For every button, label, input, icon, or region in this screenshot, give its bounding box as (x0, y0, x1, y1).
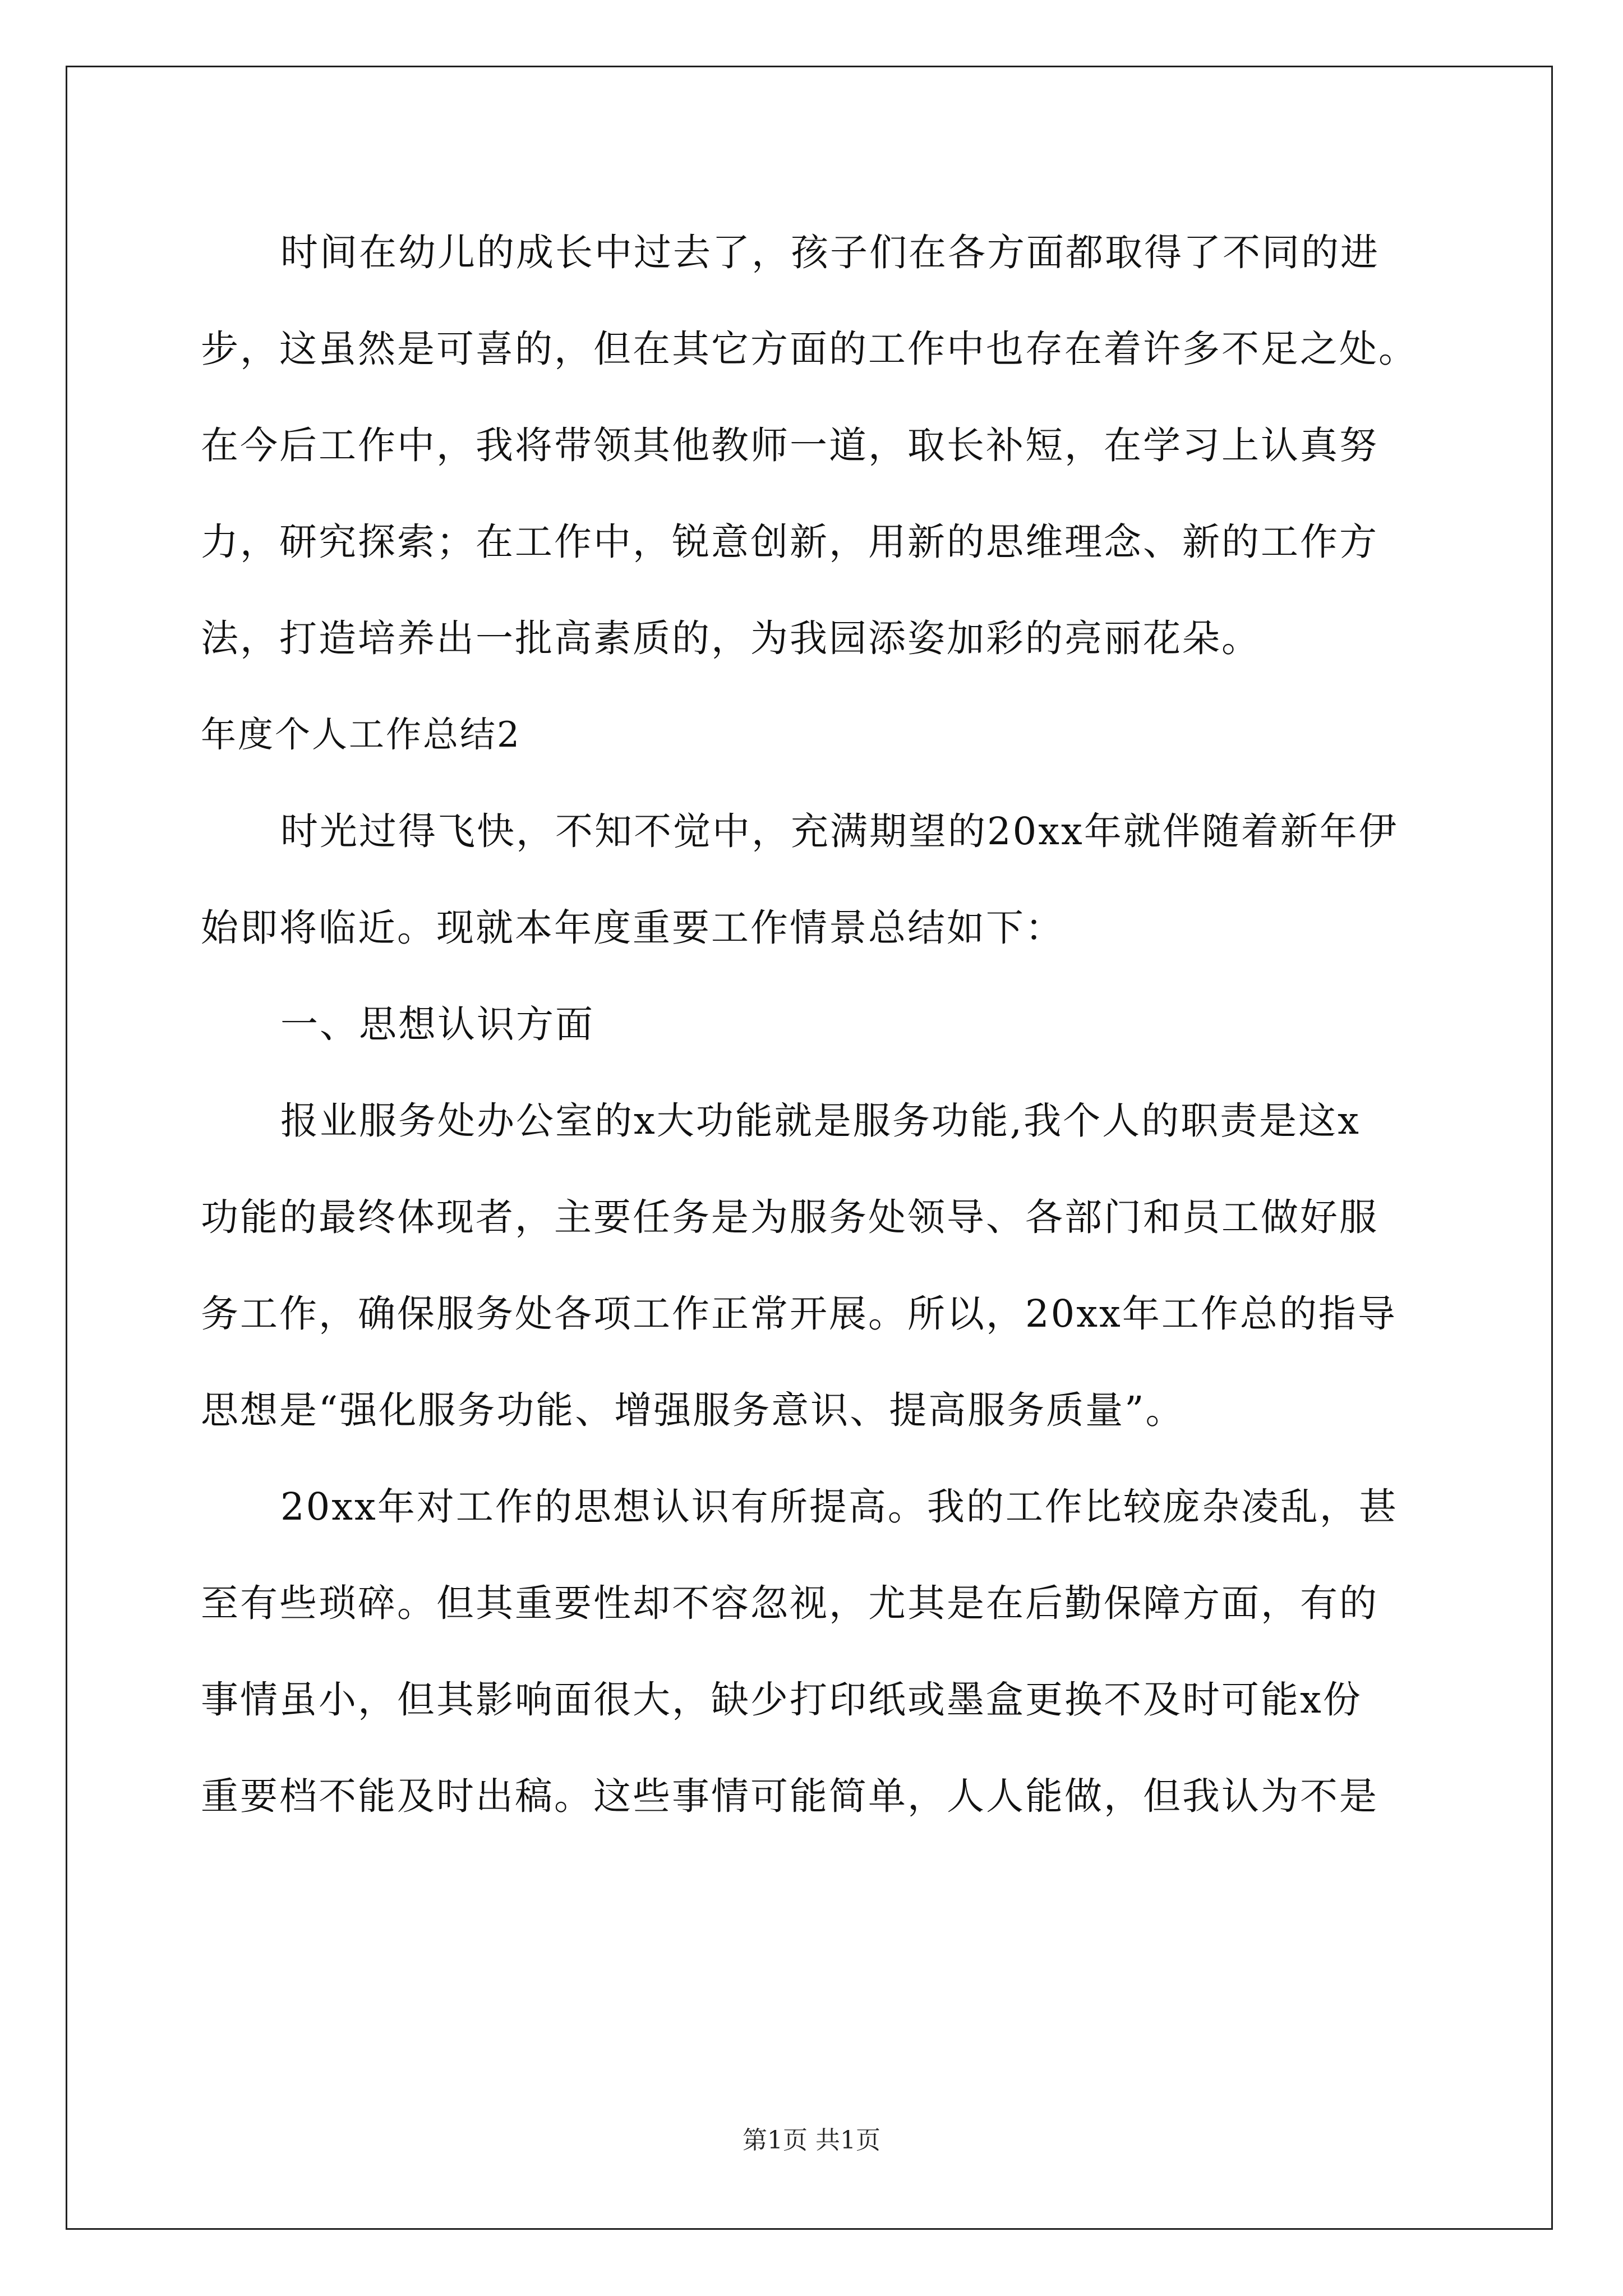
document-body (201, 219, 1435, 1859)
paragraph-line: 至有些琐碎。但其重要性却不容忽视，尤其是在后勤保障方面，有的 (201, 1581, 1378, 1625)
paragraph-line: 重要档不能及时出稿。这些事情可能简单，人人能做，但我认为不是 (201, 1774, 1378, 1818)
paragraph-line: 时间在幼儿的成长中过去了，孩子们在各方面都取得了不同的进 (280, 231, 1380, 274)
page-number-footer: 第1页 共1页 (743, 2126, 880, 2155)
paragraph-line: 在今后工作中，我将带领其他教师一道，取长补短，在学习上认真努 (201, 424, 1378, 467)
paragraph-line: 法，打造培养出一批高素质的，为我园添姿加彩的亮丽花朵。 (201, 616, 1261, 660)
paragraph-line: 时光过得飞快，不知不觉中，充满期望的20xx年就伴随着新年伊 (280, 809, 1398, 853)
paragraph-line: 始即将临近。现就本年度重要工作情景总结如下： (201, 906, 1064, 950)
paragraph-line: 力，研究探索；在工作中，锐意创新，用新的思维理念、新的工作方 (201, 520, 1378, 564)
paragraph-line: 事情虽小，但其影响面很大，缺少打印纸或墨盒更换不及时可能x份 (201, 1678, 1362, 1722)
paragraph-line: 思想是“强化服务功能、增强服务意识、提高服务质量”。 (201, 1388, 1185, 1432)
subsection-title: 一、思想认识方面 (280, 1002, 594, 1046)
section-title: 年度个人工作总结2 (201, 714, 522, 755)
paragraph-line: 功能的最终体现者，主要任务是为服务处领导、各部门和员工做好服 (201, 1195, 1378, 1239)
paragraph-line: 20xx年对工作的思想认识有所提高。我的工作比较庞杂凌乱，甚 (280, 1485, 1398, 1529)
paragraph-line: 报业服务处办公室的x大功能就是服务功能,我个人的职责是这x (280, 1099, 1361, 1143)
paragraph-line: 务工作，确保服务处各项工作正常开展。所以，20xx年工作总的指导 (201, 1292, 1397, 1336)
paragraph-line: 步，这虽然是可喜的，但在其它方面的工作中也存在着许多不足之处。 (201, 327, 1418, 371)
